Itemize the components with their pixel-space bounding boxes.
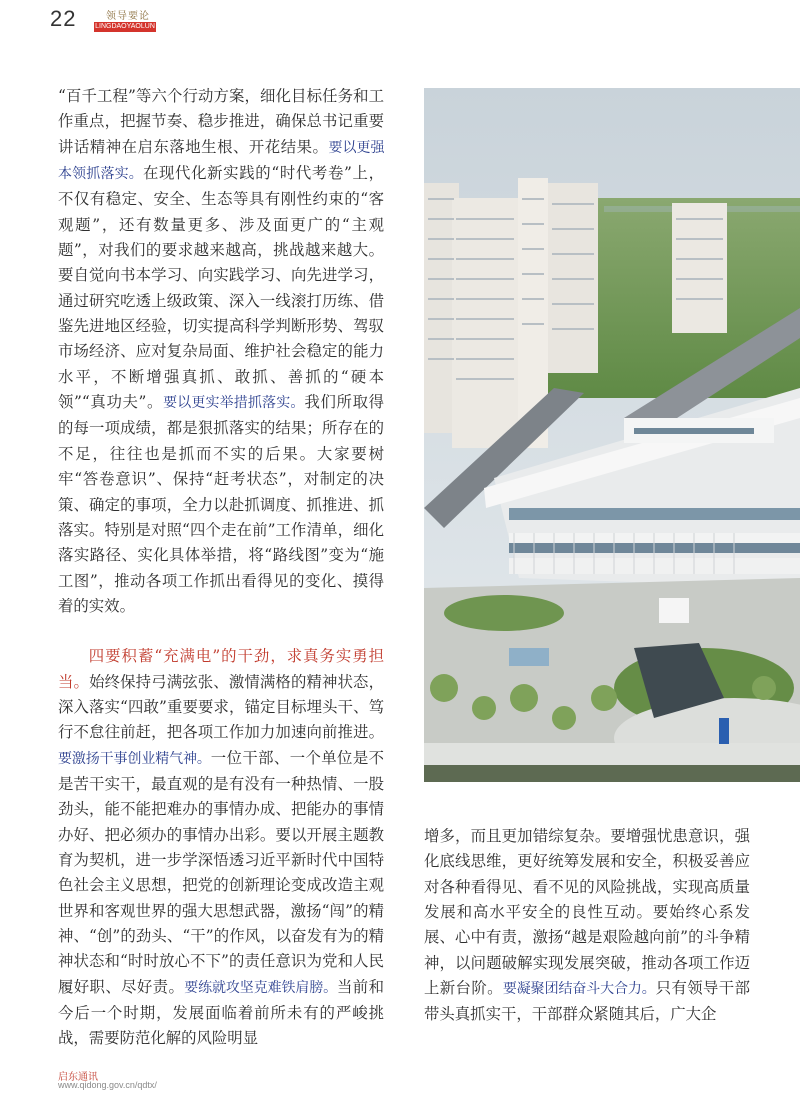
- paragraph-text: 增多，而且更加错综复杂。要增强忧患意识，强化底线思维，更好统筹发展和安全，积极妥善应对各种看得见、看不见的风险挑战，实现高质量发展和高水平安全的良性互动。要始终心系发展、心中有责，激扬“越是艰险越向前”的斗争精神，以问题破解实现发展突破，推动各项工作迈上新台阶。: [424, 827, 750, 998]
- left-text-column: [58, 84, 384, 1052]
- column-title: 领导要论: [106, 11, 150, 22]
- paragraph-text: 我们所取得的每一项成绩，都是狠抓落实的结果；所存在的不足，往往也是抓而不实的后果。大家要树牢“答卷意识”、保持“赶考状态”，对制定的决策、确定的事项，全力以赴抓调度、抓推进、抓落实。特别是对照“四个走在前”工作清单，细化落实路径、实化具体举措，将“路线图”变为“施工图”，推动各项工作抓出看得见的变化、摸得着的实效。: [58, 393, 385, 615]
- paragraph-text: 当前和今后一个时期，发展面临着前所未有的严峻挑战，需要防范化解的风险明显: [58, 977, 384, 1048]
- paragraph-gap: [58, 619, 384, 644]
- highlight-phrase: 要凝聚团结奋斗大合力。: [502, 981, 656, 998]
- highlight-phrase: 要练就攻坚克难铁肩膀。: [184, 979, 338, 996]
- paragraph-text: 一位干部、一个单位是不是苦干实干，最直观的是有没有一种热情、一股劲头，能不能把难办的事情办成、把能办的事情办好、把必须办的事情办出彩。要以开展主题教育为契机，进一步学深悟透习近平新时代中国特色社会主义思想，把党的创新理论变成改造主观世界和客观世界的强大思想武器，激扬“闯”的精神、“创”的劲头、“干”的作风，以奋发有为的精神状态和“时时放心不下”的责任意识为党和人民履好职、尽好责。: [58, 748, 384, 996]
- highlight-phrase: 要以更强本领抓落实。: [58, 139, 384, 183]
- highlight-phrase: 要以更实举措抓落实。: [163, 395, 305, 412]
- footer-publication-logo: 启东通讯: [58, 1072, 98, 1083]
- paragraph-text: 始终保持弓满弦张、激情满格的精神状态，深入落实“四敢”重要要求，锚定目标埋头干、笃行不怠往前赶，把各项工作加力加速向前推进。: [58, 672, 384, 742]
- page-number: 22: [50, 6, 77, 31]
- paragraph-3: [424, 824, 750, 1028]
- right-text-column: [424, 824, 750, 1028]
- paragraph-1: [58, 84, 384, 619]
- highlight-phrase: 要激扬干事创业精气神。: [58, 750, 211, 767]
- paragraph-text: 在现代化新实践的“时代考卷”上，不仅有稳定、安全、生态等具有刚性约束的“客观题”，还有数量更多、涉及面更广的“主观题”，对我们的要求越来越高，挑战越来越大。要自觉向书本学习、向实践学习、向先进学习，通过研究吃透上级政策、深入一线滚打历练、借鉴先进地区经验，切实提高科学判断形势、驾驭市场经济、应对复杂局面、维护社会稳定的能力水平，不断增强真抓、敢抓、善抓的“硬本领”“真功夫”。: [58, 164, 384, 412]
- paragraph-text: “百千工程”等六个行动方案，细化目标任务和工作重点，把握节奏、稳步推进，确保总书记重要讲话精神在启东落地生根、开花结果。: [58, 87, 384, 156]
- paragraph-text: 只有领导干部带头真抓实干，干部群众紧随其后，广大企: [424, 979, 750, 1024]
- section-heading: 四要积蓄“充满电”的干劲，求真务实勇担当。: [58, 647, 384, 691]
- building-aerial-photo: [424, 88, 800, 782]
- footer-url: www.qidong.gov.cn/qdtx/: [58, 1080, 157, 1090]
- paragraph-2: [58, 644, 384, 1052]
- column-pinyin-label: LINGDAOYAOLUN: [95, 23, 155, 30]
